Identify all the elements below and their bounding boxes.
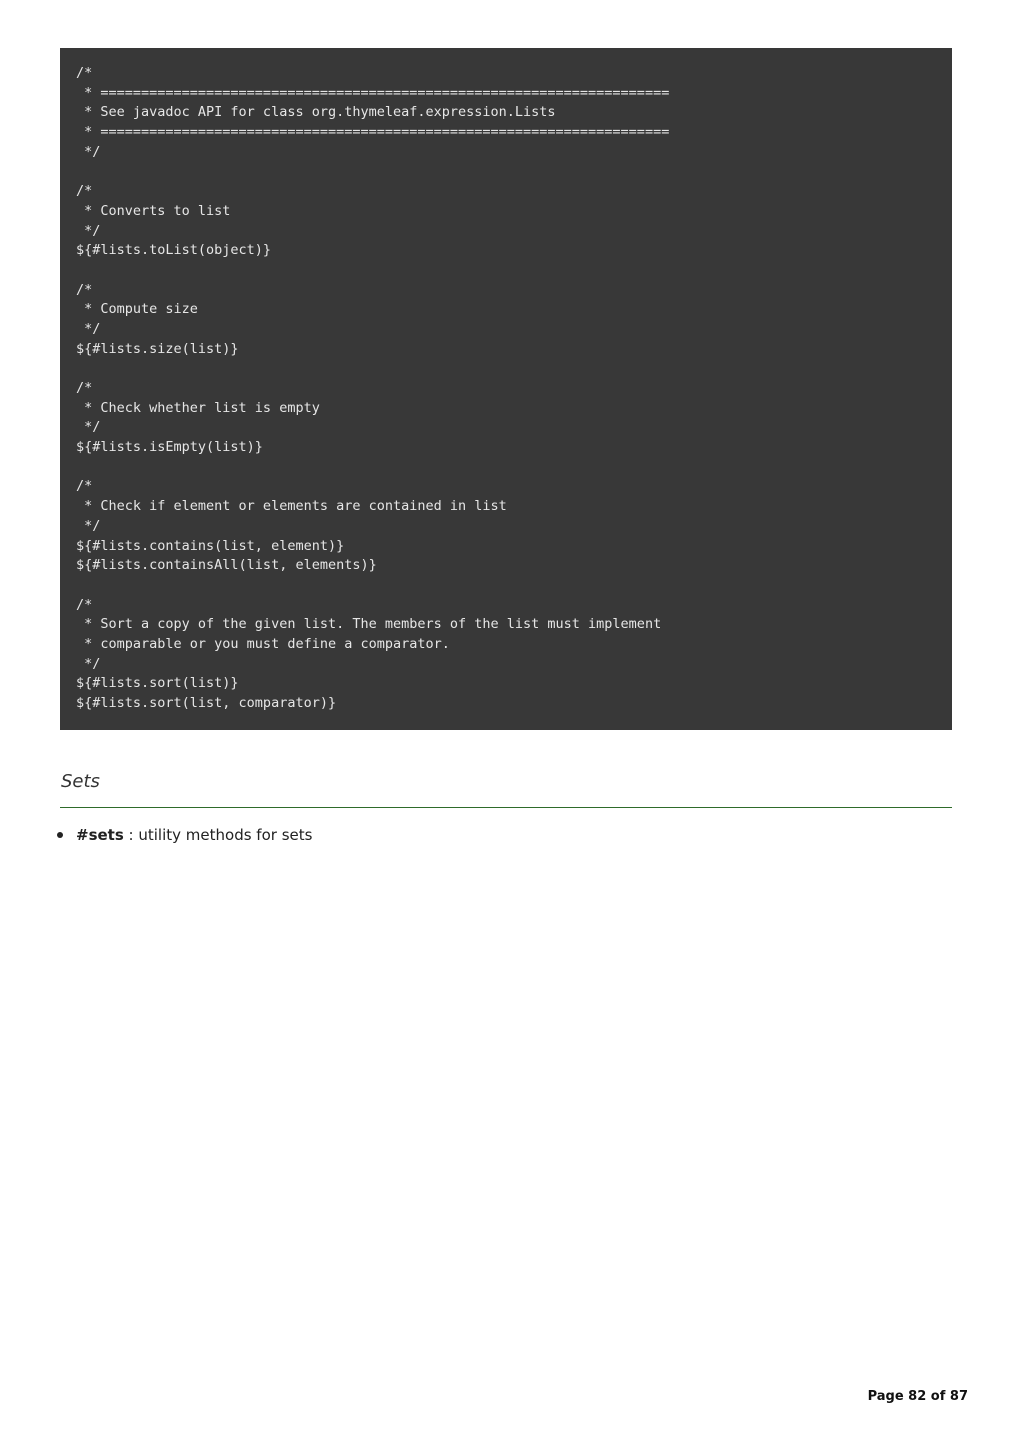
code-line: [76, 458, 936, 478]
code-line: /*: [76, 596, 93, 613]
code-line: [76, 359, 936, 379]
code-line: /*: [76, 65, 93, 81]
code-line: * See javadoc API for class org.thymeleaf.expression.Lists: [76, 104, 556, 121]
code-line: ${#lists.sort(list, comparator)}: [76, 695, 337, 711]
bullet-icon: [57, 832, 63, 838]
code-line: ${#lists.size(list)}: [76, 340, 239, 357]
code-line: /*: [76, 380, 93, 396]
list-item: [76, 824, 312, 846]
code-line: ${#lists.sort(list)}: [76, 675, 239, 692]
code-line: [76, 261, 936, 281]
code-line: */: [76, 655, 101, 672]
code-line: */: [76, 419, 101, 436]
code-line: ${#lists.contains(list, element)}: [76, 537, 345, 554]
section-heading: Sets: [61, 771, 100, 792]
code-line: */: [76, 517, 101, 534]
code-line: ${#lists.isEmpty(list)}: [76, 439, 263, 456]
code-line: * Compute size: [76, 301, 198, 318]
code-line: [76, 576, 936, 596]
utility-list: [76, 824, 312, 846]
code-line: */: [76, 320, 101, 337]
code-line: */: [76, 143, 101, 160]
code-line: * Converts to list: [76, 202, 231, 219]
code-line: */: [76, 222, 101, 239]
code-line: /*: [76, 281, 93, 298]
list-item-term: #sets: [76, 826, 124, 844]
code-line: * Check if element or elements are contained in list: [76, 498, 507, 515]
code-line: * comparable or you must define a comparator.: [76, 635, 450, 652]
code-line: /*: [76, 478, 93, 495]
code-line: [76, 162, 936, 182]
code-listing: [76, 64, 936, 714]
code-line: ${#lists.toList(object)}: [76, 242, 272, 259]
heading-divider: [60, 807, 952, 808]
code-line: ${#lists.containsAll(list, elements)}: [76, 557, 377, 574]
code-line: * ======================================================================: [76, 124, 670, 141]
page-number: Page 82 of 87: [867, 1389, 968, 1404]
list-item-description: : utility methods for sets: [123, 826, 313, 844]
code-line: /*: [76, 183, 93, 200]
code-line: * Sort a copy of the given list. The members of the list must implement: [76, 616, 662, 633]
code-block: [60, 48, 952, 730]
code-line: * Check whether list is empty: [76, 399, 320, 416]
code-line: * ======================================================================: [76, 84, 670, 101]
